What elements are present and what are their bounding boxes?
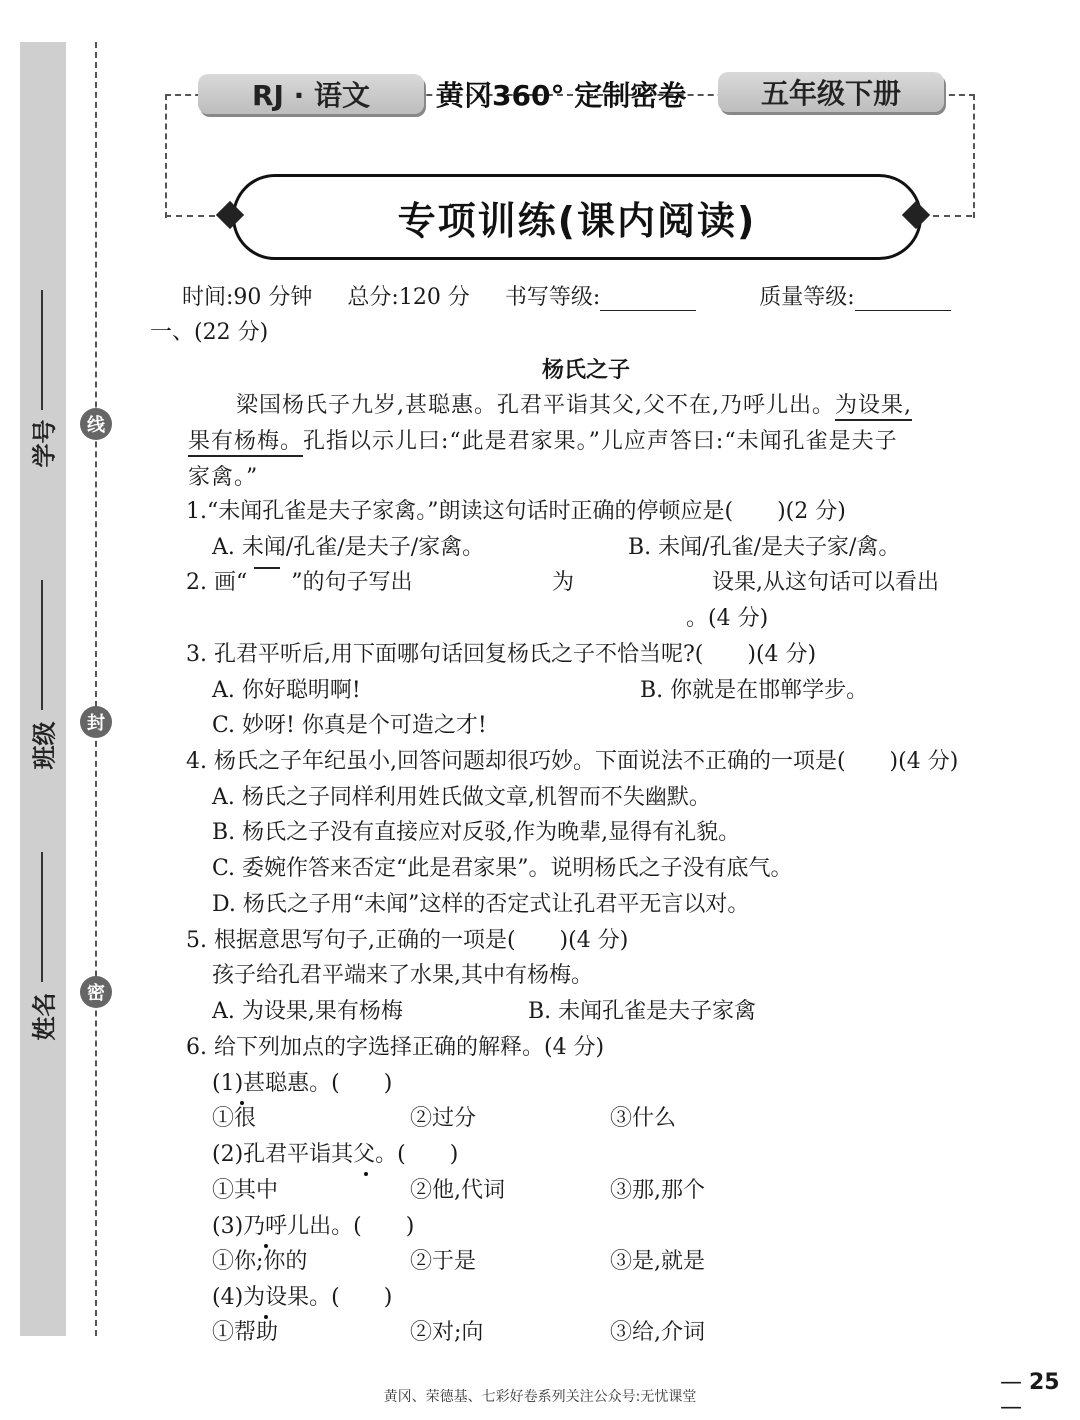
underlined-sentence: 为设果, — [835, 393, 912, 421]
q6-3-option-3[interactable]: ③是,就是 — [610, 1249, 705, 1274]
passage-line-1 — [188, 388, 988, 424]
q6-item-3: (3)乃呼儿出。( ) — [212, 1214, 415, 1239]
q6-4-option-1[interactable]: ①帮助 — [212, 1320, 279, 1345]
q4-option-b[interactable]: B. 杨氏之子没有直接应对反驳,作为晚辈,显得有礼貌。 — [212, 820, 741, 845]
section-heading: 一、(22 分) — [150, 320, 269, 345]
q6-3-option-2[interactable]: ②于是 — [410, 1249, 477, 1274]
subject-pill: RJ · 语文 — [198, 74, 424, 114]
q6-item-4: (4)为设果。( ) — [212, 1285, 393, 1310]
writing-grade-field[interactable] — [505, 285, 724, 310]
underlined-sentence-cont: 果有杨梅。 — [188, 429, 303, 457]
q4-option-d[interactable]: D. 杨氏之子用“未闻”这样的否定式让孔君平无言以对。 — [212, 892, 750, 917]
q3-option-c[interactable]: C. 妙呀! 你真是个可造之才! — [212, 713, 487, 738]
banner-title: 专项训练(课内阅读) — [232, 174, 922, 260]
student-no-label: 学号 — [30, 419, 59, 468]
q4-option-c[interactable]: C. 委婉作答来否定“此是君家果”。说明杨氏之子没有底气。 — [212, 856, 793, 881]
q5-option-b[interactable]: B. 未闻孔雀是夫子家禽 — [528, 999, 757, 1024]
quality-grade-blank[interactable] — [855, 290, 951, 311]
passage-line-2 — [188, 424, 988, 460]
seal-secret-mark: 密 — [80, 976, 112, 1008]
passage-line-3: 家禽。” — [188, 465, 259, 490]
cut-line — [95, 42, 97, 1336]
seal-seal-mark: 封 — [80, 706, 112, 738]
class-blank — [41, 580, 43, 710]
writing-grade-blank[interactable] — [600, 290, 696, 311]
time-label: 时间:90 分钟 — [182, 285, 313, 310]
q6-2-option-3[interactable]: ③那,那个 — [610, 1178, 705, 1203]
page-number: — 25 — — [1000, 1370, 1080, 1420]
binding-margin — [20, 42, 66, 1336]
exam-meta — [182, 280, 1007, 311]
writing-grade-label: 书写等级: — [504, 285, 601, 310]
header-frame-left — [165, 215, 215, 217]
total-label: 总分:120 分 — [347, 285, 470, 310]
question-2-part-b: 为 — [552, 570, 575, 595]
student-no-blank — [41, 290, 43, 410]
question-3: 3. 孔君平听后,用下面哪句话回复杨氏之子不恰当呢?( )(4 分) — [186, 642, 817, 667]
q6-3-option-1[interactable]: ①你;你的 — [212, 1249, 308, 1274]
q1-option-b[interactable]: B. 未闻/孔雀/是夫子家/禽。 — [628, 535, 901, 560]
q6-item-2: (2)孔君平诣其父。( ) — [212, 1142, 459, 1167]
q6-4-option-2[interactable]: ②对;向 — [410, 1320, 484, 1345]
quality-grade-label: 质量等级: — [759, 285, 855, 310]
footer-note: 黄冈、荣德基、七彩好卷系列关注公众号:无忧课堂 — [383, 1389, 697, 1405]
q1-option-a[interactable]: A. 未闻/孔雀/是夫子/家禽。 — [212, 535, 485, 560]
q5-option-a[interactable]: A. 为设果,果有杨梅 — [212, 999, 403, 1024]
question-6: 6. 给下列加点的字选择正确的解释。(4 分) — [186, 1035, 605, 1060]
seal-line-mark: 线 — [80, 408, 112, 440]
grade-pill: 五年级下册 — [718, 72, 944, 112]
passage-text: 孔指以示儿曰:“此是君家果。”儿应声答曰:“未闻孔雀是夫子 — [303, 429, 898, 454]
question-1: 1.“未闻孔雀是夫子家禽。”朗读这句话时正确的停顿应是( )(2 分) — [186, 499, 846, 524]
q3-option-a[interactable]: A. 你好聪明啊! — [212, 678, 361, 703]
emphasis-dot — [364, 1172, 368, 1176]
question-2-part-c: 设果,从这句话可以看出 — [712, 570, 939, 595]
q5-description: 孩子给孔君平端来了水果,其中有杨梅。 — [212, 963, 593, 988]
passage-title: 杨氏之子 — [541, 358, 630, 383]
q6-1-option-3[interactable]: ③什么 — [610, 1106, 677, 1131]
name-blank — [41, 852, 43, 982]
question-5: 5. 根据意思写句子,正确的一项是( )(4 分) — [186, 928, 629, 953]
q4-option-a[interactable]: A. 杨氏之子同样利用姓氏做文章,机智而不失幽默。 — [212, 785, 711, 810]
class-label: 班级 — [30, 721, 59, 770]
q3-option-b[interactable]: B. 你就是在邯郸学步。 — [640, 678, 869, 703]
series-title: 黄冈360° 定制密卷 — [436, 79, 687, 112]
q6-1-option-1[interactable]: ①很 — [212, 1106, 257, 1131]
q6-item-1: (1)甚聪惠。( ) — [212, 1071, 393, 1096]
question-2-part-a: 2. 画“ ”的句子写出 — [186, 570, 413, 595]
q6-2-option-1[interactable]: ①其中 — [212, 1178, 279, 1203]
question-2-part-d: 。(4 分) — [686, 606, 769, 631]
q6-2-option-2[interactable]: ②他,代词 — [410, 1178, 505, 1203]
question-4: 4. 杨氏之子年纪虽小,回答问题却很巧妙。下面说法不正确的一项是( )(4 分) — [186, 749, 959, 774]
underline-sample — [254, 567, 280, 569]
name-label: 姓名 — [30, 992, 59, 1041]
q6-1-option-2[interactable]: ②过分 — [410, 1106, 477, 1131]
quality-grade-field[interactable] — [759, 285, 978, 310]
passage-text: 梁国杨氏子九岁,甚聪惠。孔君平诣其父,父不在,乃呼儿出。 — [236, 393, 835, 418]
q6-4-option-3[interactable]: ③给,介词 — [610, 1320, 705, 1345]
